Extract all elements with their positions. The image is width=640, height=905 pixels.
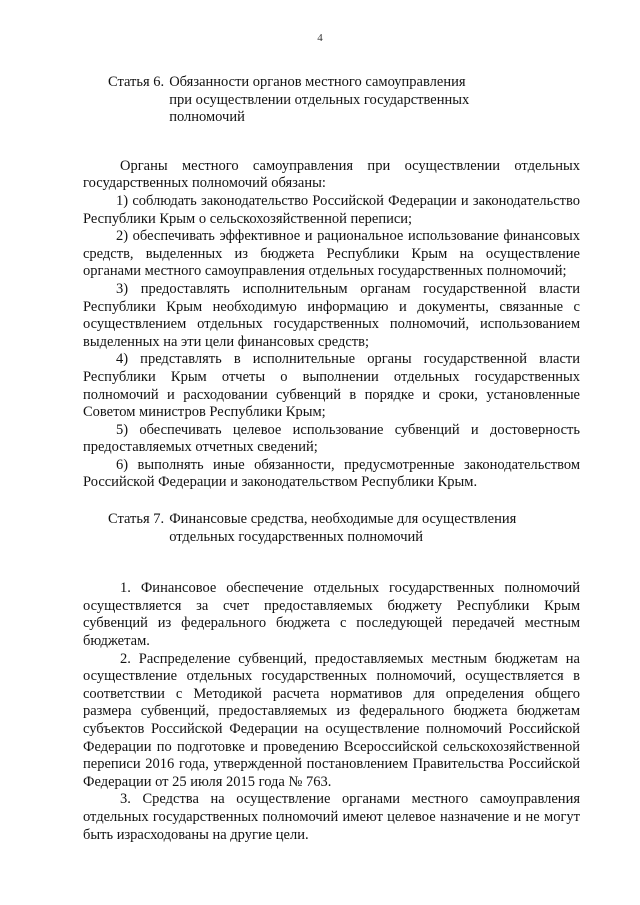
article-7-item: 1. Финансовое обеспечение отдельных государственных полномочий осуществляется за счет предоставляемых бюджету Республики Крым субвенций из федерального бюджета с последующей передачей местным бюджетам. [83, 580, 580, 650]
article-6-title-line: Обязанности органов местного самоуправления [169, 74, 466, 90]
article-6-item: 5) обеспечивать целевое использование субвенций и достоверность предоставляемых отчетных сведений; [83, 421, 580, 456]
article-7-item: 2. Распределение субвенций, предоставляемых местным бюджетам на осуществление отдельных государственных полномочий, осуществляется в соответствии с Методикой расчета нормативов для определения общего размера субвенций, предоставляемых из федерального бюджета бюджетам субъектов Российской Федерации на осуществление полномочий Российской Федерации по подготовке и проведению Всероссийской сельскохозяйственной переписи 2016 года, утвержденной постановлением Правительства Российской Федерации от 25 июля 2015 года № 763. [83, 650, 580, 790]
article-6-heading [108, 74, 580, 127]
article-6-title-line: при осуществлении отдельных государственных [169, 91, 470, 108]
article-6-title [169, 74, 469, 127]
article-6-item: 6) выполнять иные обязанности, предусмотренные законодательством Российской Федерации и законодательством Республики Крым. [83, 456, 580, 491]
article-6-title-line: полномочий [169, 109, 245, 126]
article-7-number: Статья 7. [108, 511, 165, 528]
article-6-item: 1) соблюдать законодательство Российской Федерации и законодательство Республики Крым о сельскохозяйственной переписи; [83, 192, 580, 227]
article-7-title-line: Финансовые средства, необходимые для осуществления [169, 511, 517, 528]
article-6-number: Статья 6. [108, 74, 165, 90]
article-7-title-line: отдельных государственных полномочий [169, 528, 424, 545]
document-body [83, 74, 580, 844]
article-7-item: 3. Средства на осуществление органами местного самоуправления отдельных государственных полномочий имеют целевое назначение и не могут быть израсходованы на другие цели. [83, 791, 580, 843]
page-number: 4 [317, 32, 323, 44]
article-6-item: 3) предоставлять исполнительным органам государственной власти Республики Крым необходимую информацию и документы, связанные с осуществлением отдельных государственных полномочий, использованием выделенных на эти цели финансовых средств; [83, 280, 580, 350]
article-6-item: 2) обеспечивать эффективное и рациональное использование финансовых средств, выделенных из бюджета Республики Крым на осуществление органами местного самоуправления отдельных государственных полномочий; [83, 228, 580, 280]
article-7-heading [108, 511, 580, 546]
article-6-item: 4) представлять в исполнительные органы государственной власти Республики Крым отчеты о выполнении отдельных государственных полномочий и расходовании субвенций в порядке и сроки, установленные Советом министров Республики Крым; [83, 351, 580, 421]
article-6-intro: Органы местного самоуправления при осуществлении отдельных государственных полномочий обязаны: [83, 157, 580, 192]
article-7-title [169, 511, 516, 546]
